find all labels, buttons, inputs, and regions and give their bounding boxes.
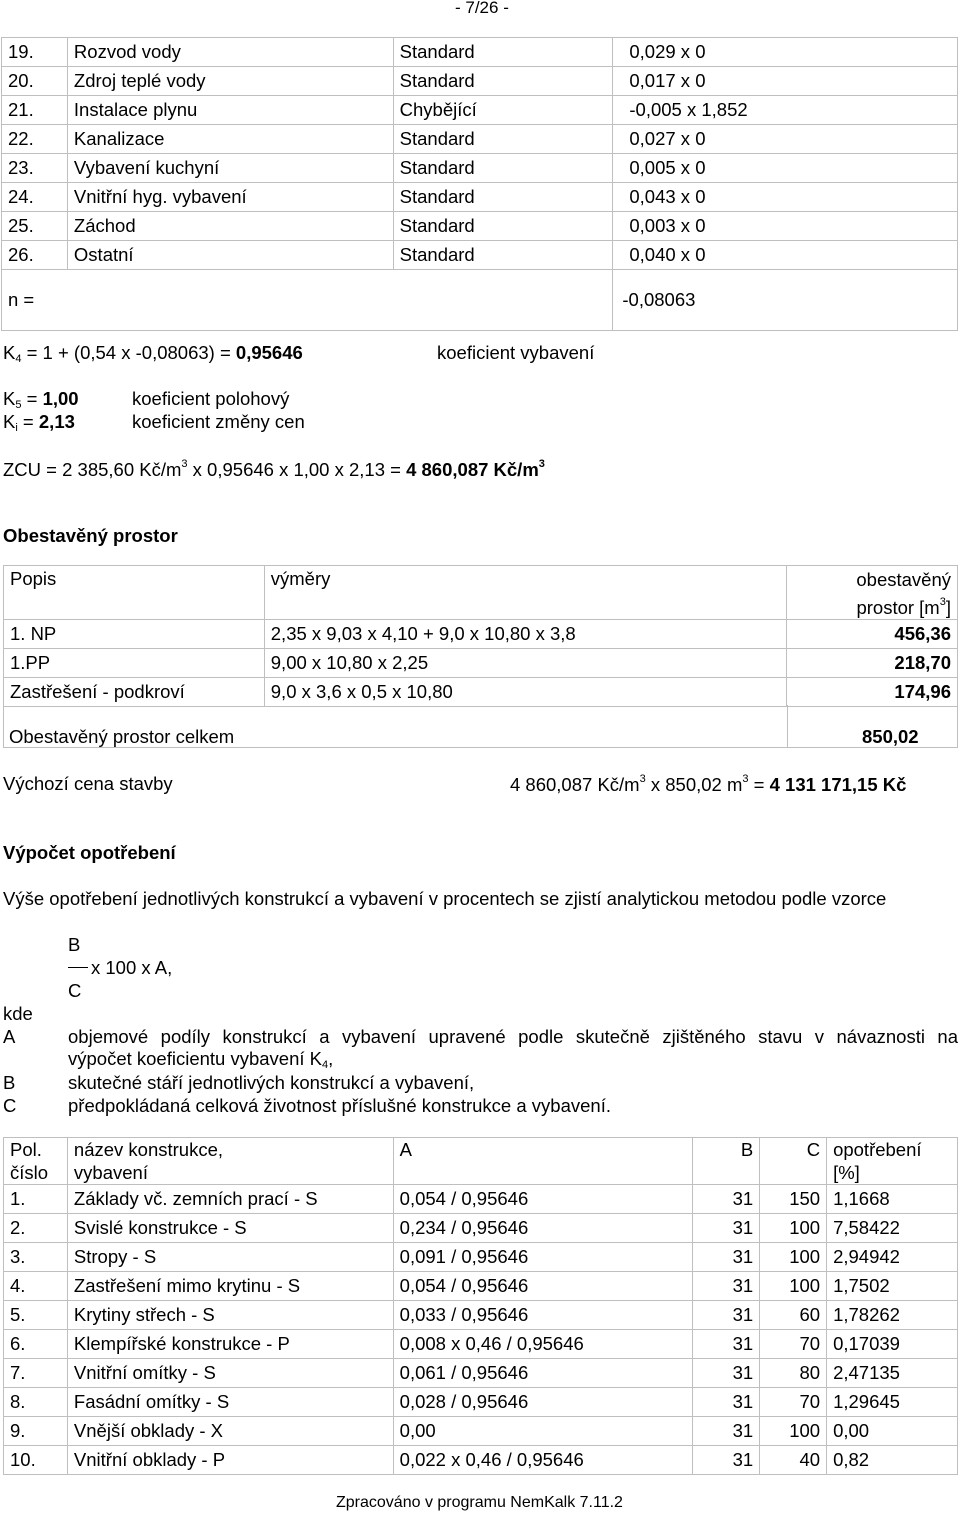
total-label: Obestavěný prostor celkem: [9, 726, 235, 747]
item-name: Záchod: [67, 212, 393, 241]
item-name: Instalace plynu: [67, 96, 393, 125]
row-number: 5.: [4, 1301, 68, 1330]
value-a: 0,061 / 0,95646: [393, 1359, 693, 1388]
fraction-line: [68, 967, 88, 968]
item-name: Zdroj teplé vody: [67, 67, 393, 96]
value-opotrebeni: 0,82: [827, 1446, 958, 1475]
zcu-line: ZCU = 2 385,60 $Kč/m^3$ x 0,95646 x 1,00 x 2,13 = 4 860,087 $Kč/m^3$: [3, 458, 545, 480]
value-c: 70: [760, 1388, 827, 1417]
row-number: 6.: [4, 1330, 68, 1359]
ki-description: koeficient změny cen: [132, 411, 305, 432]
item-state: Standard: [393, 38, 613, 67]
def-c-text: předpokládaná celková životnost příslušné konstrukce a vybavení.: [68, 1095, 611, 1116]
k4-line: $K_4 = 1 + (0,54$ x -0,08063) = 0,95646: [3, 342, 303, 365]
k5-description: koeficient polohový: [132, 388, 290, 409]
row-number: 26.: [2, 241, 68, 270]
value-a: 0,054 / 0,95646: [393, 1185, 693, 1214]
def-b-symbol: B: [3, 1072, 16, 1093]
item-state: Standard: [393, 241, 613, 270]
value-b: 31: [693, 1388, 760, 1417]
construction-name: Vnitřní omítky - S: [67, 1359, 393, 1388]
value-b: 31: [693, 1185, 760, 1214]
item-calc: 0,027 x 0: [613, 125, 958, 154]
value-opotrebeni: 2,94942: [827, 1243, 958, 1272]
table-header: [4, 1138, 958, 1185]
row-number: 9.: [4, 1417, 68, 1446]
item-state: Standard: [393, 67, 613, 96]
value-opotrebeni: 1,29645: [827, 1388, 958, 1417]
row-number: 25.: [2, 212, 68, 241]
construction-name: Stropy - S: [67, 1243, 393, 1272]
table-row: [4, 1359, 958, 1388]
value-c: 80: [760, 1359, 827, 1388]
construction-name: Základy vč. zemních prací - S: [67, 1185, 393, 1214]
value-opotrebeni: 1,7502: [827, 1272, 958, 1301]
volume-vymery: 2,35 x 9,03 x 4,10 + 9,0 x 10,80 x 3,8: [264, 620, 786, 649]
table-row: [2, 212, 958, 241]
construction-name: Vnitřní obklady - P: [67, 1446, 393, 1475]
volume-value: 456,36: [787, 620, 958, 649]
value-b: 31: [693, 1417, 760, 1446]
item-calc: 0,005 x 0: [613, 154, 958, 183]
value-opotrebeni: 7,58422: [827, 1214, 958, 1243]
table-row: [4, 1243, 958, 1272]
row-number: 23.: [2, 154, 68, 183]
value-opotrebeni: 0,17039: [827, 1330, 958, 1359]
volume-vymery: 9,0 x 3,6 x 0,5 x 10,80: [264, 678, 786, 707]
value-opotrebeni: 1,1668: [827, 1185, 958, 1214]
item-calc: 0,003 x 0: [613, 212, 958, 241]
construction-name: Klempířské konstrukce - P: [67, 1330, 393, 1359]
volume-value: 174,96: [787, 678, 958, 707]
row-number: 19.: [2, 38, 68, 67]
obestaveny-heading: Obestavěný prostor: [3, 525, 178, 546]
item-state: Standard: [393, 212, 613, 241]
ki-line: $K_i = 2,13$: [3, 411, 75, 434]
construction-name: Vnější obklady - X: [67, 1417, 393, 1446]
table-row: [4, 649, 958, 678]
vychozi-calc: 4 860,087 $Kč/m^3$ x 850,02 $m^3 = 4$ 131 171,15 Kč: [510, 773, 907, 795]
table-row: [2, 154, 958, 183]
item-state: Standard: [393, 183, 613, 212]
k4-value: 0,95646: [235, 342, 303, 363]
formula-rest: x 100 x A,: [91, 957, 173, 978]
item-calc: 0,029 x 0: [613, 38, 958, 67]
value-b: 31: [693, 1272, 760, 1301]
value-opotrebeni: 2,47135: [827, 1359, 958, 1388]
value-c: 100: [760, 1272, 827, 1301]
header-nazev: název konstrukce, vybavení: [67, 1138, 393, 1185]
value-c: 100: [760, 1214, 827, 1243]
value-b: 31: [693, 1330, 760, 1359]
volume-table: [3, 565, 958, 707]
vychozi-label: Výchozí cena stavby: [3, 773, 173, 794]
def-a-text: objemové podíly konstrukcí a vybavení upravené podle skutečně zjištěného stavu v návaznosti na výpočet koeficientu vybavení $K_4$,: [68, 1026, 958, 1071]
item-calc: 0,017 x 0: [613, 67, 958, 96]
item-state: Chybějící: [393, 96, 613, 125]
table-row: [2, 183, 958, 212]
vypocet-intro: Výše opotřebení jednotlivých konstrukcí a vybavení v procentech se zjistí analytickou metodou podle vzorce: [3, 888, 887, 909]
value-c: 60: [760, 1301, 827, 1330]
value-opotrebeni: 1,78262: [827, 1301, 958, 1330]
table-row: [2, 125, 958, 154]
formula-numerator: B: [68, 934, 81, 955]
item-calc: -0,005 x 1,852: [613, 96, 958, 125]
table-row: [4, 1301, 958, 1330]
footer: Zpracováno v programu NemKalk 7.11.2: [336, 1494, 623, 1511]
header-obestaveny: obestavěný prostor $[m^3]$: [787, 566, 958, 620]
row-number: 3.: [4, 1243, 68, 1272]
k4-description: koeficient vybavení: [437, 342, 595, 363]
table-row: [4, 1388, 958, 1417]
item-state: Standard: [393, 154, 613, 183]
table-row: [4, 1417, 958, 1446]
def-b-text: skutečné stáří jednotlivých konstrukcí a vybavení,: [68, 1072, 475, 1093]
table-row: [4, 1272, 958, 1301]
row-number: 20.: [2, 67, 68, 96]
volume-value: 218,70: [787, 649, 958, 678]
total-value: 850,02: [862, 726, 919, 747]
row-number: 1.: [4, 1185, 68, 1214]
formula-denominator: C: [68, 980, 82, 1001]
k5-line: $K_5 = 1,00$: [3, 388, 79, 411]
volume-vymery: 9,00 x 10,80 x 2,25: [264, 649, 786, 678]
header-a: A: [393, 1138, 693, 1185]
value-a: 0,054 / 0,95646: [393, 1272, 693, 1301]
value-b: 31: [693, 1301, 760, 1330]
n-label: n =: [2, 270, 613, 331]
item-calc: 0,043 x 0: [613, 183, 958, 212]
value-c: 70: [760, 1330, 827, 1359]
value-a: 0,234 / 0,95646: [393, 1214, 693, 1243]
item-state: Standard: [393, 125, 613, 154]
row-number: 22.: [2, 125, 68, 154]
def-a-symbol: A: [3, 1026, 16, 1047]
value-b: 31: [693, 1243, 760, 1272]
value-c: 100: [760, 1243, 827, 1272]
value-b: 31: [693, 1214, 760, 1243]
value-c: 40: [760, 1446, 827, 1475]
volume-popis: 1.PP: [4, 649, 265, 678]
table-row: [4, 1330, 958, 1359]
table-row: [2, 241, 958, 270]
value-a: 0,022 x 0,46 / 0,95646: [393, 1446, 693, 1475]
kde-label: kde: [3, 1003, 33, 1024]
volume-popis: 1. NP: [4, 620, 265, 649]
row-number: 21.: [2, 96, 68, 125]
row-number: 10.: [4, 1446, 68, 1475]
value-a: 0,00: [393, 1417, 693, 1446]
table-row: [4, 678, 958, 707]
header-opotrebeni: opotřebení [%]: [827, 1138, 958, 1185]
header-b: B: [693, 1138, 760, 1185]
value-c: 100: [760, 1417, 827, 1446]
value-a: 0,008 x 0,46 / 0,95646: [393, 1330, 693, 1359]
page-number: - 7/26 -: [455, 0, 509, 17]
item-name: Rozvod vody: [67, 38, 393, 67]
table-row: [4, 1185, 958, 1214]
table-row: [4, 1446, 958, 1475]
table-row: [2, 67, 958, 96]
wear-table: [3, 1137, 958, 1475]
item-name: Kanalizace: [67, 125, 393, 154]
n-row: [2, 270, 958, 331]
item-calc: 0,040 x 0: [613, 241, 958, 270]
vypocet-heading: Výpočet opotřebení: [3, 842, 176, 863]
value-b: 31: [693, 1359, 760, 1388]
value-opotrebeni: 0,00: [827, 1417, 958, 1446]
row-number: 24.: [2, 183, 68, 212]
item-name: Vnitřní hyg. vybavení: [67, 183, 393, 212]
row-number: 8.: [4, 1388, 68, 1417]
header-vymery: výměry: [264, 566, 786, 620]
item-name: Ostatní: [67, 241, 393, 270]
volume-popis: Zastřešení - podkroví: [4, 678, 265, 707]
value-a: 0,033 / 0,95646: [393, 1301, 693, 1330]
construction-name: Krytiny střech - S: [67, 1301, 393, 1330]
construction-name: Fasádní omítky - S: [67, 1388, 393, 1417]
row-number: 7.: [4, 1359, 68, 1388]
table-row: [2, 38, 958, 67]
item-name: Vybavení kuchyní: [67, 154, 393, 183]
value-b: 31: [693, 1446, 760, 1475]
n-value: -0,08063: [613, 270, 958, 331]
def-c-symbol: C: [3, 1095, 17, 1116]
construction-name: Zastřešení mimo krytinu - S: [67, 1272, 393, 1301]
header-c: C: [760, 1138, 827, 1185]
table-row: [4, 620, 958, 649]
value-a: 0,091 / 0,95646: [393, 1243, 693, 1272]
equipment-table: [1, 37, 958, 331]
row-number: 2.: [4, 1214, 68, 1243]
table-header: [4, 566, 958, 620]
header-popis: Popis: [4, 566, 265, 620]
value-a: 0,028 / 0,95646: [393, 1388, 693, 1417]
row-number: 4.: [4, 1272, 68, 1301]
construction-name: Svislé konstrukce - S: [67, 1214, 393, 1243]
value-c: 150: [760, 1185, 827, 1214]
table-row: [2, 96, 958, 125]
header-pol: Pol. číslo: [4, 1138, 68, 1185]
table-row: [4, 1214, 958, 1243]
